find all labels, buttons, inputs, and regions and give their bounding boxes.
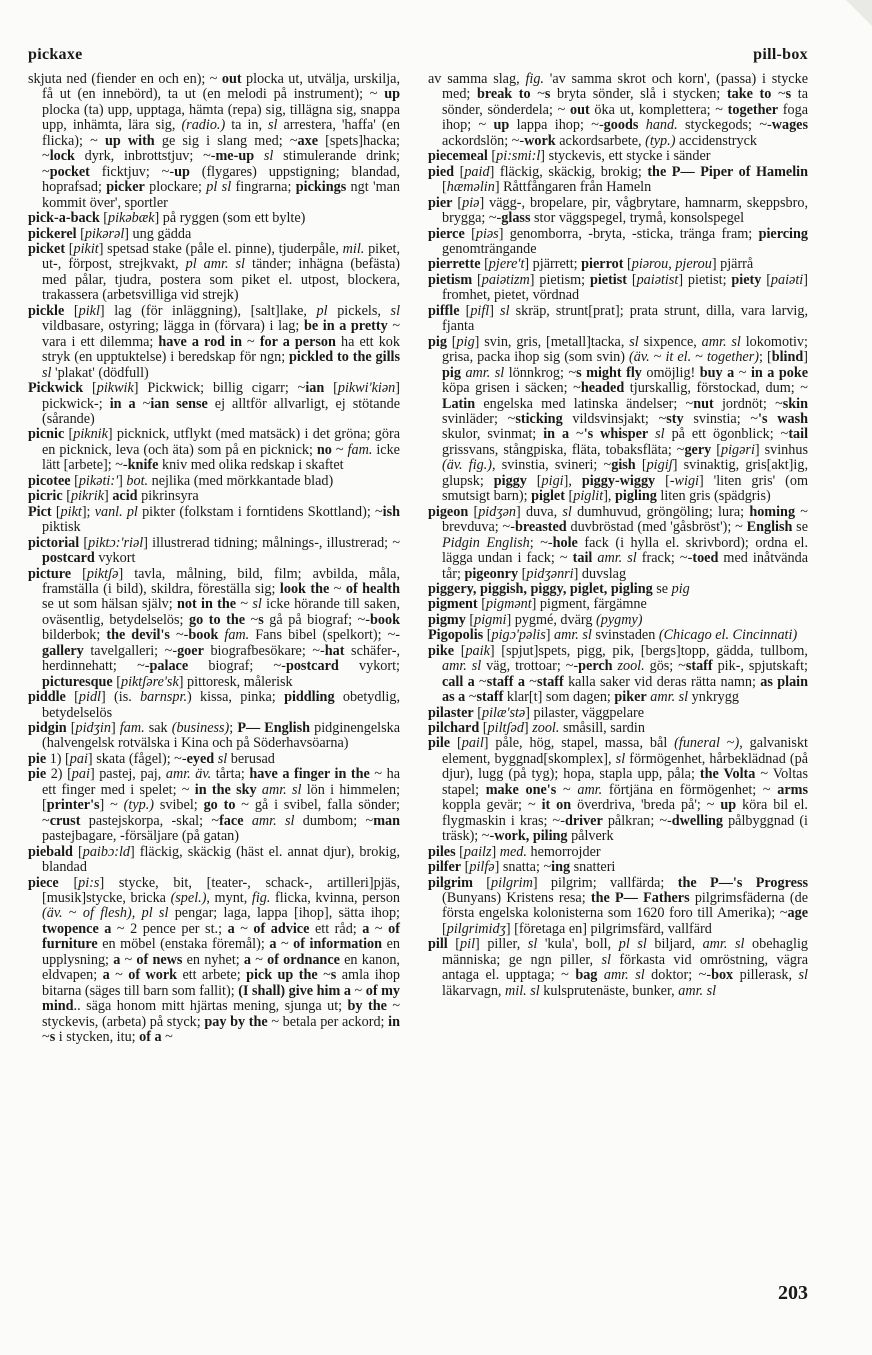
dictionary-entry: pictorial [piktɔ:'riəl] illustrerad tidning; målnings-, illustrerad; ~ postcard vykort bbox=[28, 534, 400, 567]
dictionary-entry: piebald [paibɔ:ld] fläckig, skäckig (häst el. annat djur), brokig, blandad bbox=[28, 843, 400, 876]
dictionary-entry: Pickwick [pikwik] Pickwick; billig cigarr; ~ian [pikwi'kiən] pickwick-; in a ~ian sense ej alltför allvarligt, ej stötande (sårande) bbox=[28, 380, 401, 427]
dictionary-entry: piddle [pidl] (is. barnspr.) kissa, pinka; piddling obetydlig, betydelselös bbox=[28, 689, 400, 721]
dictionary-entry: piggery, piggish, piggy, piglet, pigling se pig bbox=[428, 580, 690, 597]
dictionary-entry: pigeon [pidʒən] duva, sl dumhuvud, gröngöling; lura; homing ~ brevduva; ~-breasted duvbröstad (med 'gåsbröst'); ~ English se Pidgin English; ~-hole fack (i hylla el. skrivbord); ordna el. lägga undan i fack; ~ tail amr. sl frack; ~-toed med inåtvända tår; pigeonry [pidʒənri] duvslag bbox=[428, 503, 809, 582]
dictionary-entry: piecemeal [pi:smi:l] styckevis, ett stycke i sänder bbox=[428, 148, 711, 165]
dictionary-entry: pie 2) [pai] pastej, paj, amr. äv. tårta; have a finger in the ~ ha ett finger med i spelet; ~ in the sky amr. sl lön i himmelen; [printer's] ~ (typ.) svibel; go to ~ gå i svibel, falla sönder; ~crust pastejskorpa, -skal; ~face amr. sl dumbom; ~man pastejbagare, -försäljare (på gatan) bbox=[28, 766, 401, 845]
dictionary-entry: pilfer [pilfə] snatta; ~ing snatteri bbox=[428, 859, 616, 876]
dictionary-entry: pietism [paiətizm] pietism; pietist [paiətist] pietist; piety [paiəti] fromhet, pietet, vördnad bbox=[428, 271, 808, 304]
dictionary-entry: piles [pailz] med. hemorrojder bbox=[428, 843, 601, 860]
dictionary-entry: pie 1) [pai] skata (fågel); ~-eyed sl berusad bbox=[28, 750, 275, 767]
dictionary-entry: pierce [piəs] genomborra, -bryta, -sticka, tränga fram; piercing genomträngande bbox=[428, 225, 808, 257]
dictionary-entry: Pict [pikt]; vanl. pl pikter (folkstam i forntidens Skottland); ~ish piktisk bbox=[28, 503, 400, 536]
dictionary-entry: pickle [pikl] lag (för inläggning), [salt]lake, pl pickels, sl vildbasare, ostyring; lägga in (förvara) i lag; be in a pretty ~ vara i ett dilemma; have a rod in ~ for a person ha ett kok stryk (en upptuktelse) i beredskap för ngn; pickled to the gills sl 'plakat' (dödfull) bbox=[28, 302, 401, 381]
dictionary-entry: pigmy [pigmi] pygmé, dvärg (pygmy) bbox=[428, 611, 643, 628]
dictionary-entry: piffle [pifl] sl skräp, strunt[prat]; prata strunt, dilla, vara larvig, fjanta bbox=[428, 302, 809, 335]
dictionary-entry: picric [pikrik] acid pikrinsyra bbox=[28, 488, 199, 505]
dictionary-entry: pilgrim [pilgrim] pilgrim; vallfärda; the P—'s Progress (Bunyans) Kristens resa; the P— Fathers pilgrimsfäderna (de första engelska kolonisterna som 1620 foro till Amerika); ~age [pilgrimidʒ] [företaga en] pilgrimsfärd, vallfärd bbox=[428, 874, 808, 937]
dictionary-entry: pile [pail] påle, hög, stapel, massa, bål (funeral ~), galvaniskt element, byggnad[skomplex], sl förmögenhet, hårbeklädnad (på djur), lugg (på tyg); hopa, stapla upp, påla; the Volta ~ Voltas stapel; make one's ~ amr. förtjäna en förmögenhet; ~ arms koppla gevär; ~ it on överdriva, 'breda på'; ~ up köra bil el. flygmaskin i kras; ~-driver pålkran; ~-dwelling pålbyggnad (i träsk); ~-work, piling pålverk bbox=[428, 735, 808, 845]
dictionary-entry: picture [piktʃə] tavla, målning, bild, film; avbilda, måla, framställa (i bild), skildra, föreställa sig; look the ~ of health se ut som hälsan själv; not in the ~ sl icke hörande till saken, oväsentlig, betydelselös; go to the ~s gå på biograf; ~-book bilderbok; the devil's ~-book fam. Fans bibel (spelkort); ~-gallery tavelgalleri; ~-goer biografbesökare; ~-hat schäfer-, herdinnehatt; ~-palace biograf; ~-postcard vykort; picturesque [piktʃəre'sk] pittoresk, målerisk bbox=[28, 565, 401, 690]
dictionary-entry: picnic [piknik] picknick, utflykt (med matsäck) i det gröna; göra en picknick, leva (och äta) som på en picknick; no ~ fam. icke lätt [arbete]; ~-knife kniv med olika redskap i skaftet bbox=[28, 426, 400, 474]
page-corner-fold bbox=[846, 0, 872, 26]
dictionary-entry: pick-a-back [pikəbæk] på ryggen (som ett bylte) bbox=[28, 210, 306, 227]
guide-word-left: pickaxe bbox=[28, 46, 83, 63]
dictionary-entry: pickerel [pikərəl] ung gädda bbox=[28, 225, 192, 242]
left-column bbox=[28, 72, 400, 1046]
dictionary-entry: picotee [pikəti:'] bot. nejlika (med mörkkantade blad) bbox=[28, 472, 334, 489]
dictionary-entry: pilchard [piltʃəd] zool. småsill, sardin bbox=[428, 720, 645, 737]
dictionary-entry: pier [piə] vägg-, bropelare, pir, vågbrytare, hamnarm, skeppsbro, brygga; ~-glass stor väggspegel, trymå, konsolspegel bbox=[428, 194, 808, 227]
dictionary-entry: av samma slag, fig. 'av samma skrot och korn', (passa) i stycke med; break to ~s bryta sönder, slå i stycken; take to ~s ta sönder, sönderdela; ~ out öka ut, komplettera; ~ together foga ihop; ~ up lappa ihop; ~-goods hand. styckegods; ~-wages ackordslön; ~-work ackordsarbete, (typ.) accidenstryck bbox=[428, 71, 809, 149]
dictionary-entry: pike [paik] [spjut]spets, pigg, pik, [bergs]topp, gädda, tullbom, amr. sl väg, trottoar; ~-perch zool. gös; ~staff pik-, spjutskaft; call a ~staff a ~staff kalla saker vid deras rätta namn; as plain as a ~staff klar[t] som dagen; piker amr. sl ynkrygg bbox=[428, 642, 808, 706]
dictionary-entry: piece [pi:s] stycke, bit, [teater-, schack-, artilleri]pjäs, [musik]stycke, bricka (spel.), mynt, fig. flicka, kvinna, person (äv. ~ of flesh), pl sl pengar; laga, lappa [ihop], sätta ihop; twopence a ~ 2 pence per st.; a ~ of advice ett råd; a ~ of furniture en möbel (enstaka föremål); a ~ of information en upplysning; a ~ of news en nyhet; a ~ of ordnance en kanon, eldvapen; a ~ of work ett arbete; pick up the ~s amla ihop bitarna (säges till barn som fallit); (I shall) give him a ~ of my mind.. säga honom mitt hjärtas mening, sjunga ut; by the ~ styckevis, (arbeta) på styck; pay by the ~ betala per ackord; in ~s i stycken, itu; of a ~ bbox=[28, 874, 401, 1046]
dictionary-entry: picket [pikit] spetsad stake (påle el. pinne), tjuderpåle, mil. piket, ut-, förpost, strejkvakt, pl amr. sl tänder; inhägna (befästa) med pålar, tjudra, postera som piket el. utpost, blockera, trakassera (arbetsvilliga vid strejk) bbox=[28, 240, 400, 304]
right-column bbox=[428, 72, 808, 999]
dictionary-entry: pigment [pigmənt] pigment, färgämne bbox=[428, 596, 647, 613]
guide-word-right: pill-box bbox=[753, 46, 808, 63]
page-number: 203 bbox=[778, 1282, 808, 1304]
dictionary-entry: Pigopolis [pigɔ'pəlis] amr. sl svinstaden (Chicago el. Cincinnati) bbox=[428, 627, 798, 644]
dictionary-entry: pied [paid] fläckig, skäckig, brokig; the P— Piper of Hamelin [hæməlin] Råttfångaren från Hameln bbox=[428, 163, 808, 196]
dictionary-entry: pig [pig] svin, gris, [metall]tacka, sl sixpence, amr. sl lokomotiv; grisa, packa ihop sig (som svin) (äv. ~ it el. ~ together); [blind] pig amr. sl lönnkrog; ~s might fly omöjlig! buy a ~ in a poke köpa grisen i säcken; ~headed tjurskallig, förstockad, dum; ~ Latin engelska med latinska ändelser; ~nut jordnöt; ~skin svinläder; ~sticking vildsvinsjakt; ~sty svinstia; ~'s wash skulor, svinmat; in a ~'s whisper sl på ett ögonblick; ~tail grissvans, stångpiska, fläta, tobaksfläta; ~gery [pigəri] svinhus (äv. fig.), svinstia, svineri; ~gish [pigiʃ] svinaktig, gris[akt]ig, glupsk; piggy [pigi], piggy-wiggy [-wigi] 'liten gris' (om smutsigt barn); piglet [piglit], pigling liten gris (spädgris) bbox=[428, 333, 809, 505]
dictionary-entry: pierrette [pjere't] pjärrett; pierrot [piərou, pjerou] pjärrå bbox=[428, 256, 754, 273]
dictionary-entry: pill [pil] piller, sl 'kula', boll, pl sl biljard, amr. sl obehaglig människa; ge ngn piller, sl förkasta vid omröstning, vägra antaga el. upptaga; ~ bag amr. sl doktor; ~-box pillerask, sl läkarvagn, mil. sl kulsprutenäste, bunker, amr. sl bbox=[428, 936, 808, 999]
dictionary-entry: pilaster [pilæ'stə] pilaster, väggpelare bbox=[428, 704, 645, 721]
dictionary-entry: skjuta ned (fiender en och en); ~ out plocka ut, utvälja, urskilja, få ut (en innebörd), ta ut (en melodi på instrument); ~ up plocka (ta) upp, upptaga, hämta (repa) sig, tillägna sig, snappa upp, inhämta, lära sig, (radio.) ta in, sl arrestera, 'haffa' (en flicka); ~ up with ge sig i slang med; ~axe [spets]hacka; ~lock dyrk, inbrottstjuv; ~-me-up sl stimulerande drink; ~pocket ficktjuv; ~-up (flygares) uppstigning; blandad, hoprafsad; picker plockare; pl sl fingrarna; pickings ngt 'man kommit över', sportler bbox=[28, 71, 401, 211]
dictionary-entry: pidgin [pidʒin] fam. sak (business); P— English pidginengelska (halvengelsk rotvälska i Kina och på Söderhavsöarna) bbox=[28, 720, 401, 752]
